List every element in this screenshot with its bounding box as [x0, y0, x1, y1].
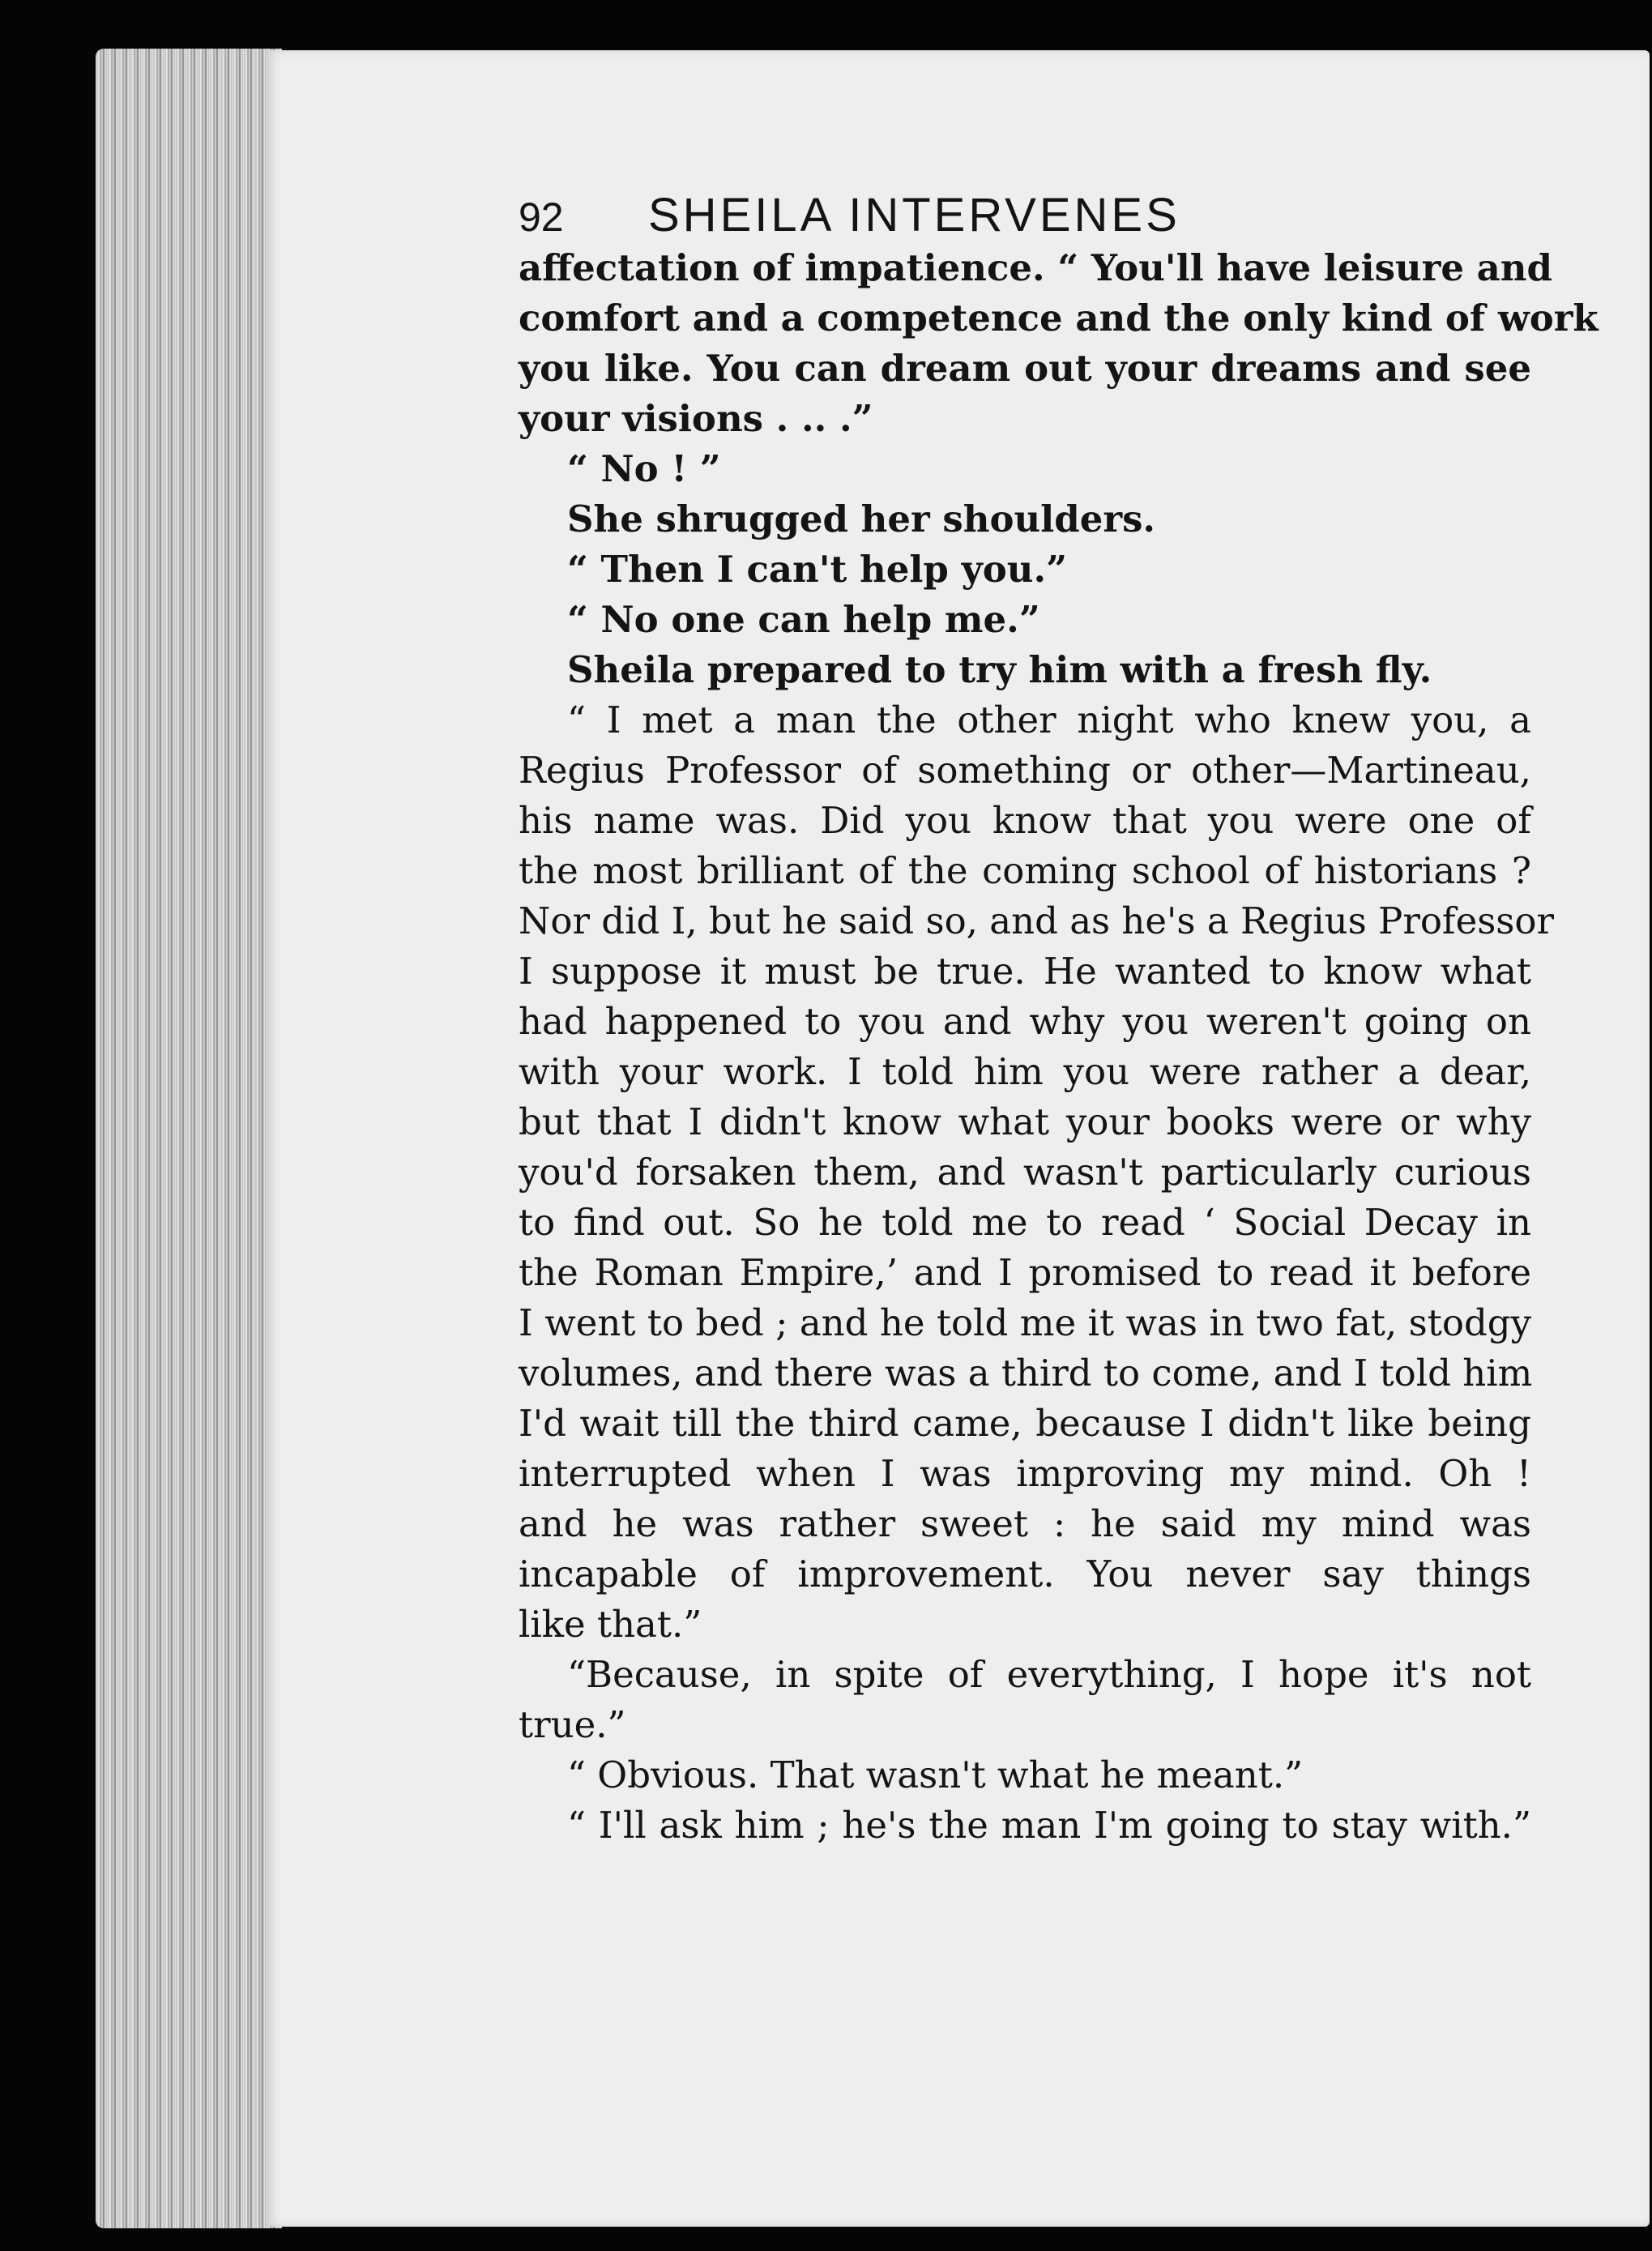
page-header: [519, 188, 1531, 243]
text-line: “ I'll ask him ; he's the man I'm going to stay with.”: [567, 1804, 1531, 1847]
text-line: true.”: [519, 1703, 626, 1746]
book-page-edges: [96, 49, 282, 2228]
text-line: “ No ! ”: [567, 447, 721, 490]
text-line: incapable of improvement. You never say things: [519, 1553, 1531, 1595]
text-line: Regius Professor of something or other—Martineau,: [519, 749, 1531, 792]
page-text-block: [519, 188, 1599, 1851]
text-line: I went to bed ; and he told me it was in two fat, stodgy: [519, 1301, 1531, 1344]
text-line: “ Then I can't help you.”: [567, 548, 1067, 591]
text-line: the most brilliant of the coming school of historians ?: [519, 849, 1531, 892]
text-line: the Roman Empire,’ and I promised to read it before: [519, 1251, 1531, 1294]
text-line: with your work. I told him you were rather a dear,: [519, 1050, 1531, 1093]
text-line: to find out. So he told me to read ‘ Social Decay in: [519, 1201, 1531, 1244]
page-number: 92: [519, 194, 564, 240]
text-line: “ No one can help me.”: [567, 598, 1040, 641]
text-line: comfort and a competence and the only kind of work: [519, 297, 1599, 340]
body-text: [519, 243, 1599, 1851]
text-line: I'd wait till the third came, because I didn't like being: [519, 1402, 1531, 1445]
text-line: “ I met a man the other night who knew you, a: [567, 698, 1531, 741]
text-line: you'd forsaken them, and wasn't particularly curious: [519, 1151, 1531, 1194]
text-line: volumes, and there was a third to come, and I told him: [519, 1352, 1533, 1395]
text-line: Sheila prepared to try him with a fresh fly.: [567, 648, 1432, 691]
text-line: you like. You can dream out your dreams and see: [519, 347, 1531, 390]
text-line: interrupted when I was improving my mind. Oh !: [519, 1452, 1531, 1495]
text-line: but that I didn't know what your books were or why: [519, 1100, 1531, 1143]
text-line: his name was. Did you know that you were one of: [519, 799, 1531, 842]
text-line: She shrugged her shoulders.: [567, 498, 1156, 540]
running-head: SHEILA INTERVENES: [648, 189, 1180, 241]
text-line: affectation of impatience. “ You'll have leisure and: [519, 246, 1552, 289]
text-line: Nor did I, but he said so, and as he's a Regius Professor: [519, 899, 1554, 942]
text-line: had happened to you and why you weren't going on: [519, 1000, 1531, 1043]
text-line: “Because, in spite of everything, I hope it's not: [567, 1653, 1531, 1696]
text-line: I suppose it must be true. He wanted to know what: [519, 950, 1531, 993]
text-line: “ Obvious. That wasn't what he meant.”: [567, 1753, 1304, 1796]
text-line: like that.”: [519, 1603, 702, 1646]
text-line: your visions . .. .”: [519, 397, 873, 440]
text-line: and he was rather sweet : he said my mind was: [519, 1502, 1531, 1545]
